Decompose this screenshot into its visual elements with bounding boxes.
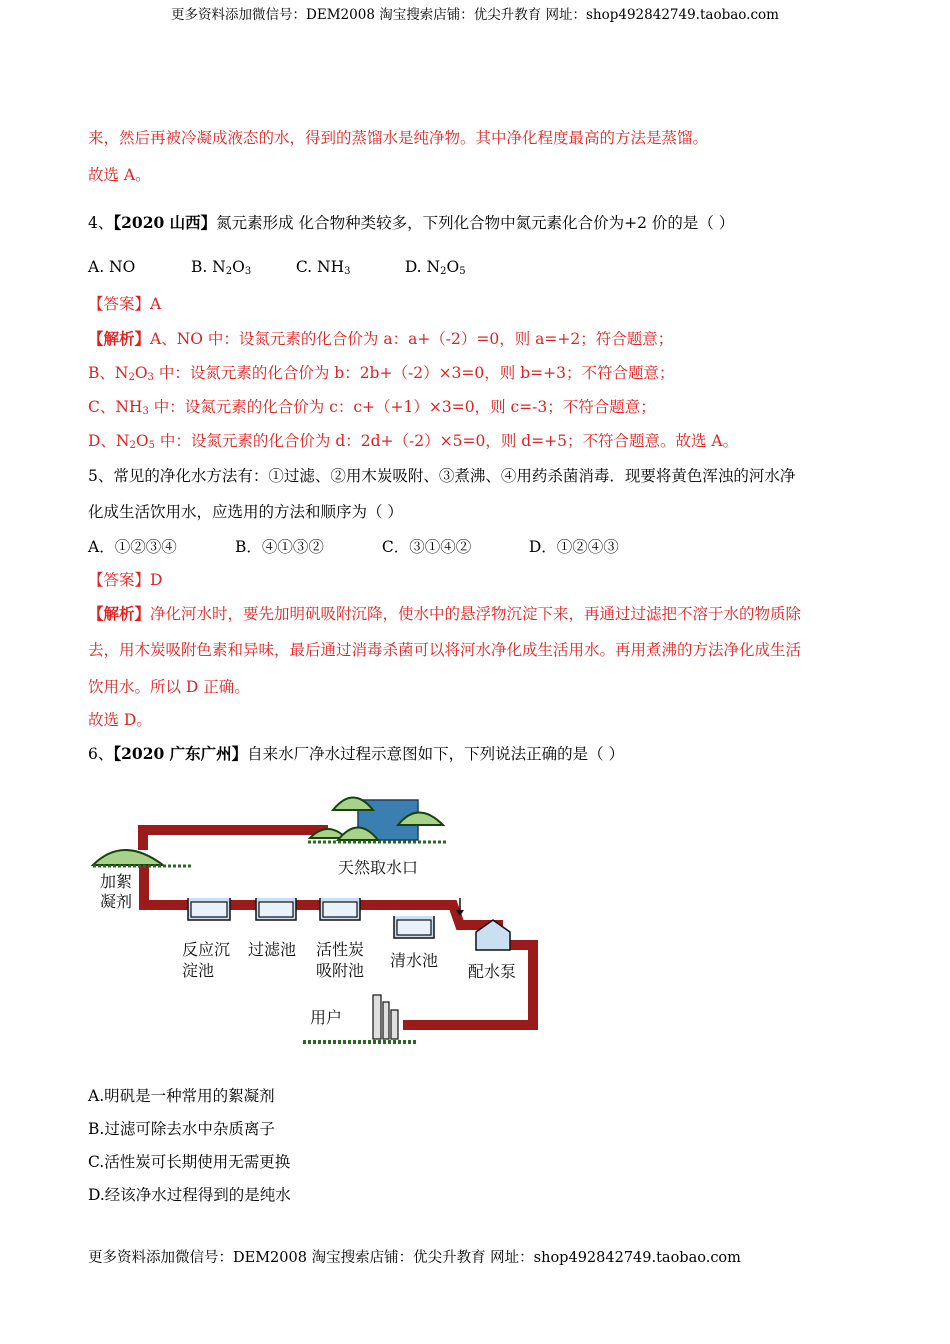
- label-pump: 配水泵: [468, 962, 517, 981]
- q5-stem-line1: 5、常见的净化水方法有：①过滤、②用木炭吸附、③煮沸、④用药杀菌消毒．现要将黄色浑浊的河水净: [88, 467, 796, 485]
- q6-source-tag: 【2020 广东广州】: [113, 744, 248, 763]
- q5-option-b: B．④①③②: [234, 538, 324, 556]
- q4-analysis-b: B、$N_2O_3$ 中：设氮元素的化合价为 b：2b+（-2）×3=0，则 b=+3；不符合题意；: [88, 364, 675, 383]
- label-coag-1: 加絮: [100, 872, 133, 891]
- label-clear-water: 清水池: [390, 951, 439, 970]
- q5-option-c: C．③①④②: [381, 538, 472, 556]
- pipe-intake: [143, 830, 328, 850]
- label-filter: 过滤池: [248, 940, 297, 959]
- label-intake: 天然取水口: [338, 858, 419, 877]
- page-header: 更多资料添加微信号：DEM2008 淘宝搜索店铺：优尖升教育 网址：shop492842749.taobao.com: [171, 7, 779, 23]
- q4-analysis-c: C、$NH_3$ 中：设氮元素的化合价为 c：c+（+1）×3=0，则 c=-3；不符合题意；: [88, 398, 656, 417]
- q6-stem-text: 自来水厂净水过程示意图如下，下列说法正确的是（ ）: [247, 745, 625, 763]
- label-user: 用户: [310, 1008, 343, 1027]
- q3-explanation-tail: 来，然后再被冷凝成液态的水，得到的蒸馏水是纯净物。其中净化程度最高的方法是蒸馏。: [88, 129, 709, 147]
- q5-analysis-line3: 饮用水。所以 D 正确。: [88, 678, 250, 696]
- q4-option-b: B. $N_2O_3$: [190, 258, 252, 277]
- q4-options: [88, 258, 466, 277]
- q3-choose: 故选 A。: [88, 166, 151, 184]
- q4-answer: 【答案】A: [88, 295, 162, 313]
- q5-stem-line2: 化成生活饮用水，应选用的方法和顺序为（ ）: [88, 503, 403, 521]
- water-treatment-diagram: [88, 780, 558, 1055]
- q5-choose: 故选 D。: [88, 711, 152, 729]
- q6-option-d: D.经该净水过程得到的是纯水: [88, 1186, 291, 1204]
- q5-analysis-line2: 去，用木炭吸附色素和异味，最后通过消毒杀菌可以将河水净化成生活用水。再用煮沸的方法净化成生活: [88, 641, 802, 659]
- q6-option-b: B.过滤可除去水中杂质离子: [88, 1120, 275, 1138]
- q4-analysis-a: 【解析】A、NO 中：设氮元素的化合价为 a：a+（-2）=0，则 a=+2；符合题意；: [88, 329, 674, 348]
- label-coag-2: 凝剂: [100, 892, 133, 911]
- q4-analysis-d: D、$N_2O_5$ 中：设氮元素的化合价为 d：2d+（-2）×5=0，则 d=+5；不符合题意。故选 A。: [88, 432, 739, 451]
- label-sedimentation-2: 淀池: [182, 961, 215, 980]
- label-sedimentation-1: 反应沉: [182, 940, 231, 959]
- q6-stem: [88, 742, 624, 764]
- q4-option-a: A. NO: [88, 258, 136, 276]
- q4-option-d: D. $N_2O_5$: [404, 258, 466, 277]
- q5-option-d: D．①②④③: [528, 538, 619, 556]
- q4-option-c: C. $NH_3$: [295, 258, 351, 277]
- coag-hill: [93, 850, 193, 866]
- q5-answer: 【答案】D: [88, 571, 163, 589]
- label-carbon-1: 活性炭: [316, 940, 365, 959]
- q6-number: 6、: [88, 745, 114, 763]
- q4-stem: [88, 211, 734, 233]
- intake-scene: [308, 798, 448, 843]
- q4-source-tag: 【2020 山西】: [113, 213, 217, 232]
- q6-option-a: A.明矾是一种常用的絮凝剂: [88, 1087, 275, 1105]
- q4-number: 4、: [88, 214, 114, 232]
- q6-option-c: C.活性炭可长期使用无需更换: [88, 1153, 291, 1171]
- q5-analysis-line1: 【解析】净化河水时，要先加明矾吸附沉降，使水中的悬浮物沉淀下来，再通过过滤把不溶于水的物质除: [88, 604, 802, 623]
- q5-option-a: A．①②③④: [88, 538, 177, 556]
- q4-stem-text: 氮元素形成 化合物种类较多，下列化合物中氮元素化合价为+2 价的是（ ）: [216, 214, 735, 232]
- q5-options: [88, 535, 619, 557]
- label-carbon-2: 吸附池: [316, 961, 365, 980]
- page-footer: 更多资料添加微信号：DEM2008 淘宝搜索店铺：优尖升教育 网址：shop492842749.taobao.com: [88, 1250, 741, 1266]
